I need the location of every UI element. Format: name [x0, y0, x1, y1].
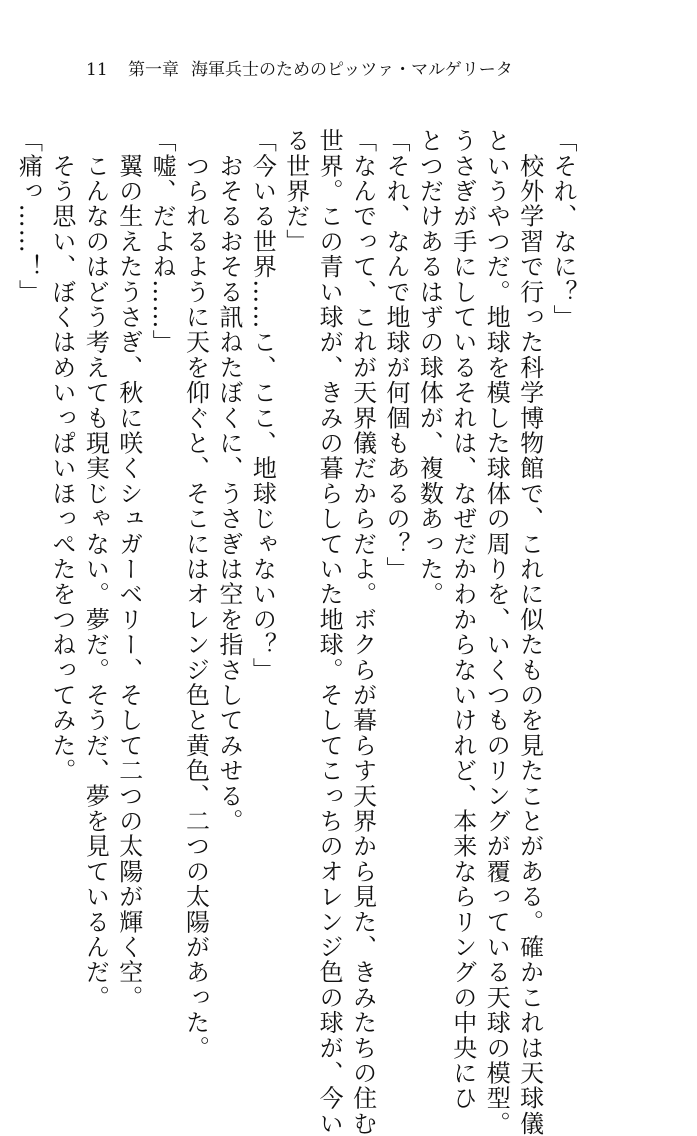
running-header: [86, 58, 513, 82]
text-line: 「痛っ……！」: [14, 128, 43, 305]
text-line: 「それ、なに？」: [549, 128, 577, 330]
text-line: うさぎが手にしているそれは、なぜだかわからないけれど、本来ならリングの中央にひ: [448, 128, 477, 1111]
chapter-label: 第一章: [128, 60, 179, 80]
text-line: つられるように天を仰ぐと、そこにはオレンジ色と黄色、二つの太陽があった。: [181, 128, 210, 1061]
text-line: そう思い、ぼくはめいっぱいほっぺたをつねってみた。: [47, 128, 76, 784]
text-line: 校外学習で行った科学博物館で、これに似たものを見たことがある。確かこれは天球儀: [515, 128, 544, 1136]
page-number: 11: [86, 60, 108, 80]
text-line: おそるおそる訊ねたぼくに、うさぎは空を指さしてみせる。: [214, 128, 243, 834]
text-line: 「今いる世界……こ、ここ、地球じゃないの？」: [248, 128, 277, 683]
text-line: 「嘘、だよね……」: [148, 128, 177, 355]
text-line: こんなのはどう考えても現実じゃない。夢だ。そうだ、夢を見ているんだ。: [81, 128, 110, 1010]
text-line: 「なんでって、これが天界儀だからだよ。ボクらが暮らす天界から見た、きみたちの住む: [348, 128, 377, 1136]
text-line: とつだけあるはずの球体が、複数あった。: [415, 128, 444, 607]
text-line: 世界。この青い球が、きみの暮らしていた地球。そしてこっちのオレンジ色の球が、今い: [315, 128, 344, 1136]
text-line: 翼の生えたうさぎ、秋に咲くシュガーベリー、そして二つの太陽が輝く空。: [114, 128, 143, 1010]
chapter-title: 海軍兵士のためのピッツァ・マルゲリータ: [191, 60, 513, 80]
text-line: というやつだ。地球を模した球体の周りを、いくつものリングが覆っている天球の模型。: [482, 128, 511, 1136]
text-line: 「それ、なんで地球が何個もあるの？」: [381, 128, 410, 582]
vertical-body-text: [11, 128, 579, 1136]
text-line: る世界だ」: [281, 128, 310, 254]
